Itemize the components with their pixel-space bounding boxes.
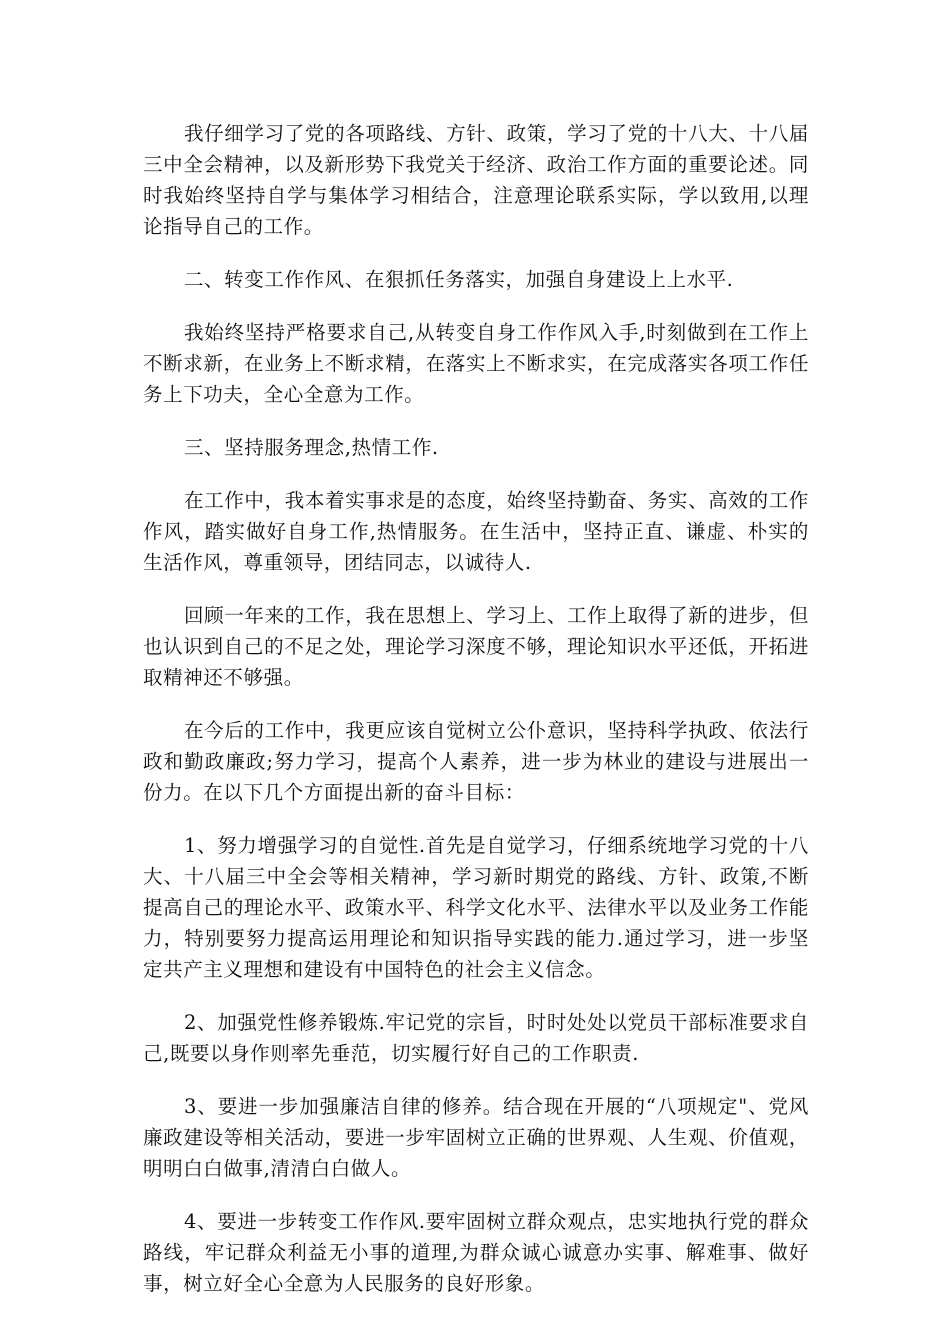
paragraph-study: 我仔细学习了党的各项路线、方针、政策，学习了党的十八大、十八届三中全会精神，以及新形势下我党关于经济、政治工作方面的重要论述。同时我始终坚持自学与集体学习相结合，注意理论联系实际，学以致用,以理论指导自己的工作。 (143, 122, 809, 238)
goal-item-3: 3、要进一步加强廉洁自律的修养。结合现在开展的“八项规定"、党风廉政建设等相关活动，要进一步牢固树立正确的世界观、人生观、价值观，明明白白做事,清清白白做人。 (143, 1095, 809, 1180)
goal-item-2: 2、加强党性修养锻炼.牢记党的宗旨，时时处处以党员干部标准要求自己,既要以身作则率先垂范，切实履行好自己的工作职责. (143, 1011, 809, 1065)
paragraph-strict-requirements: 我始终坚持严格要求自己,从转变自身工作作风入手,时刻做到在工作上不断求新，在业务上不断求精，在落实上不断求实，在完成落实各项工作任务上下功夫，全心全意为工作。 (143, 321, 809, 406)
paragraph-work-attitude: 在工作中，我本着实事求是的态度，始终坚持勤奋、务实、高效的工作作风，踏实做好自身工作,热情服务。在生活中，坚持正直、谦虚、朴实的生活作风，尊重领导，团结同志，以诚待人. (143, 489, 809, 574)
goal-item-1: 1、努力增强学习的自觉性.首先是自觉学习，仔细系统地学习党的十八大、十八届三中全会等相关精神，学习新时期党的路线、方针、政策,不断提高自己的理论水平、政策水平、科学文化水平、法律水平以及业务工作能力，特别要努力提高运用理论和知识指导实践的能力.通过学习，进一步坚定共产主义理想和建设有中国特色的社会主义信念。 (143, 834, 809, 981)
heading-work-style: 二、转变工作作风、在狠抓任务落实，加强自身建设上上水平. (183, 268, 734, 291)
paragraph-review: 回顾一年来的工作，我在思想上、学习上、工作上取得了新的进步，但也认识到自己的不足之处，理论学习深度不够，理论知识水平还低，开拓进取精神还不够强。 (143, 604, 809, 689)
heading-service-concept: 三、坚持服务理念,热情工作. (183, 436, 439, 459)
goal-item-4: 4、要进一步转变工作作风.要牢固树立群众观点，忠实地执行党的群众路线，牢记群众利益无小事的道理,为群众诚心诚意办实事、解难事、做好事，树立好全心全意为人民服务的良好形象。 (143, 1210, 809, 1295)
document-body (143, 118, 809, 1321)
paragraph-future-goals: 在今后的工作中，我更应该自觉树立公仆意识，坚持科学执政、依法行政和勤政廉政;努力学习，提高个人素养，进一步为林业的建设与进展出一份力。在以下几个方面提出新的奋斗目标： (143, 719, 809, 804)
